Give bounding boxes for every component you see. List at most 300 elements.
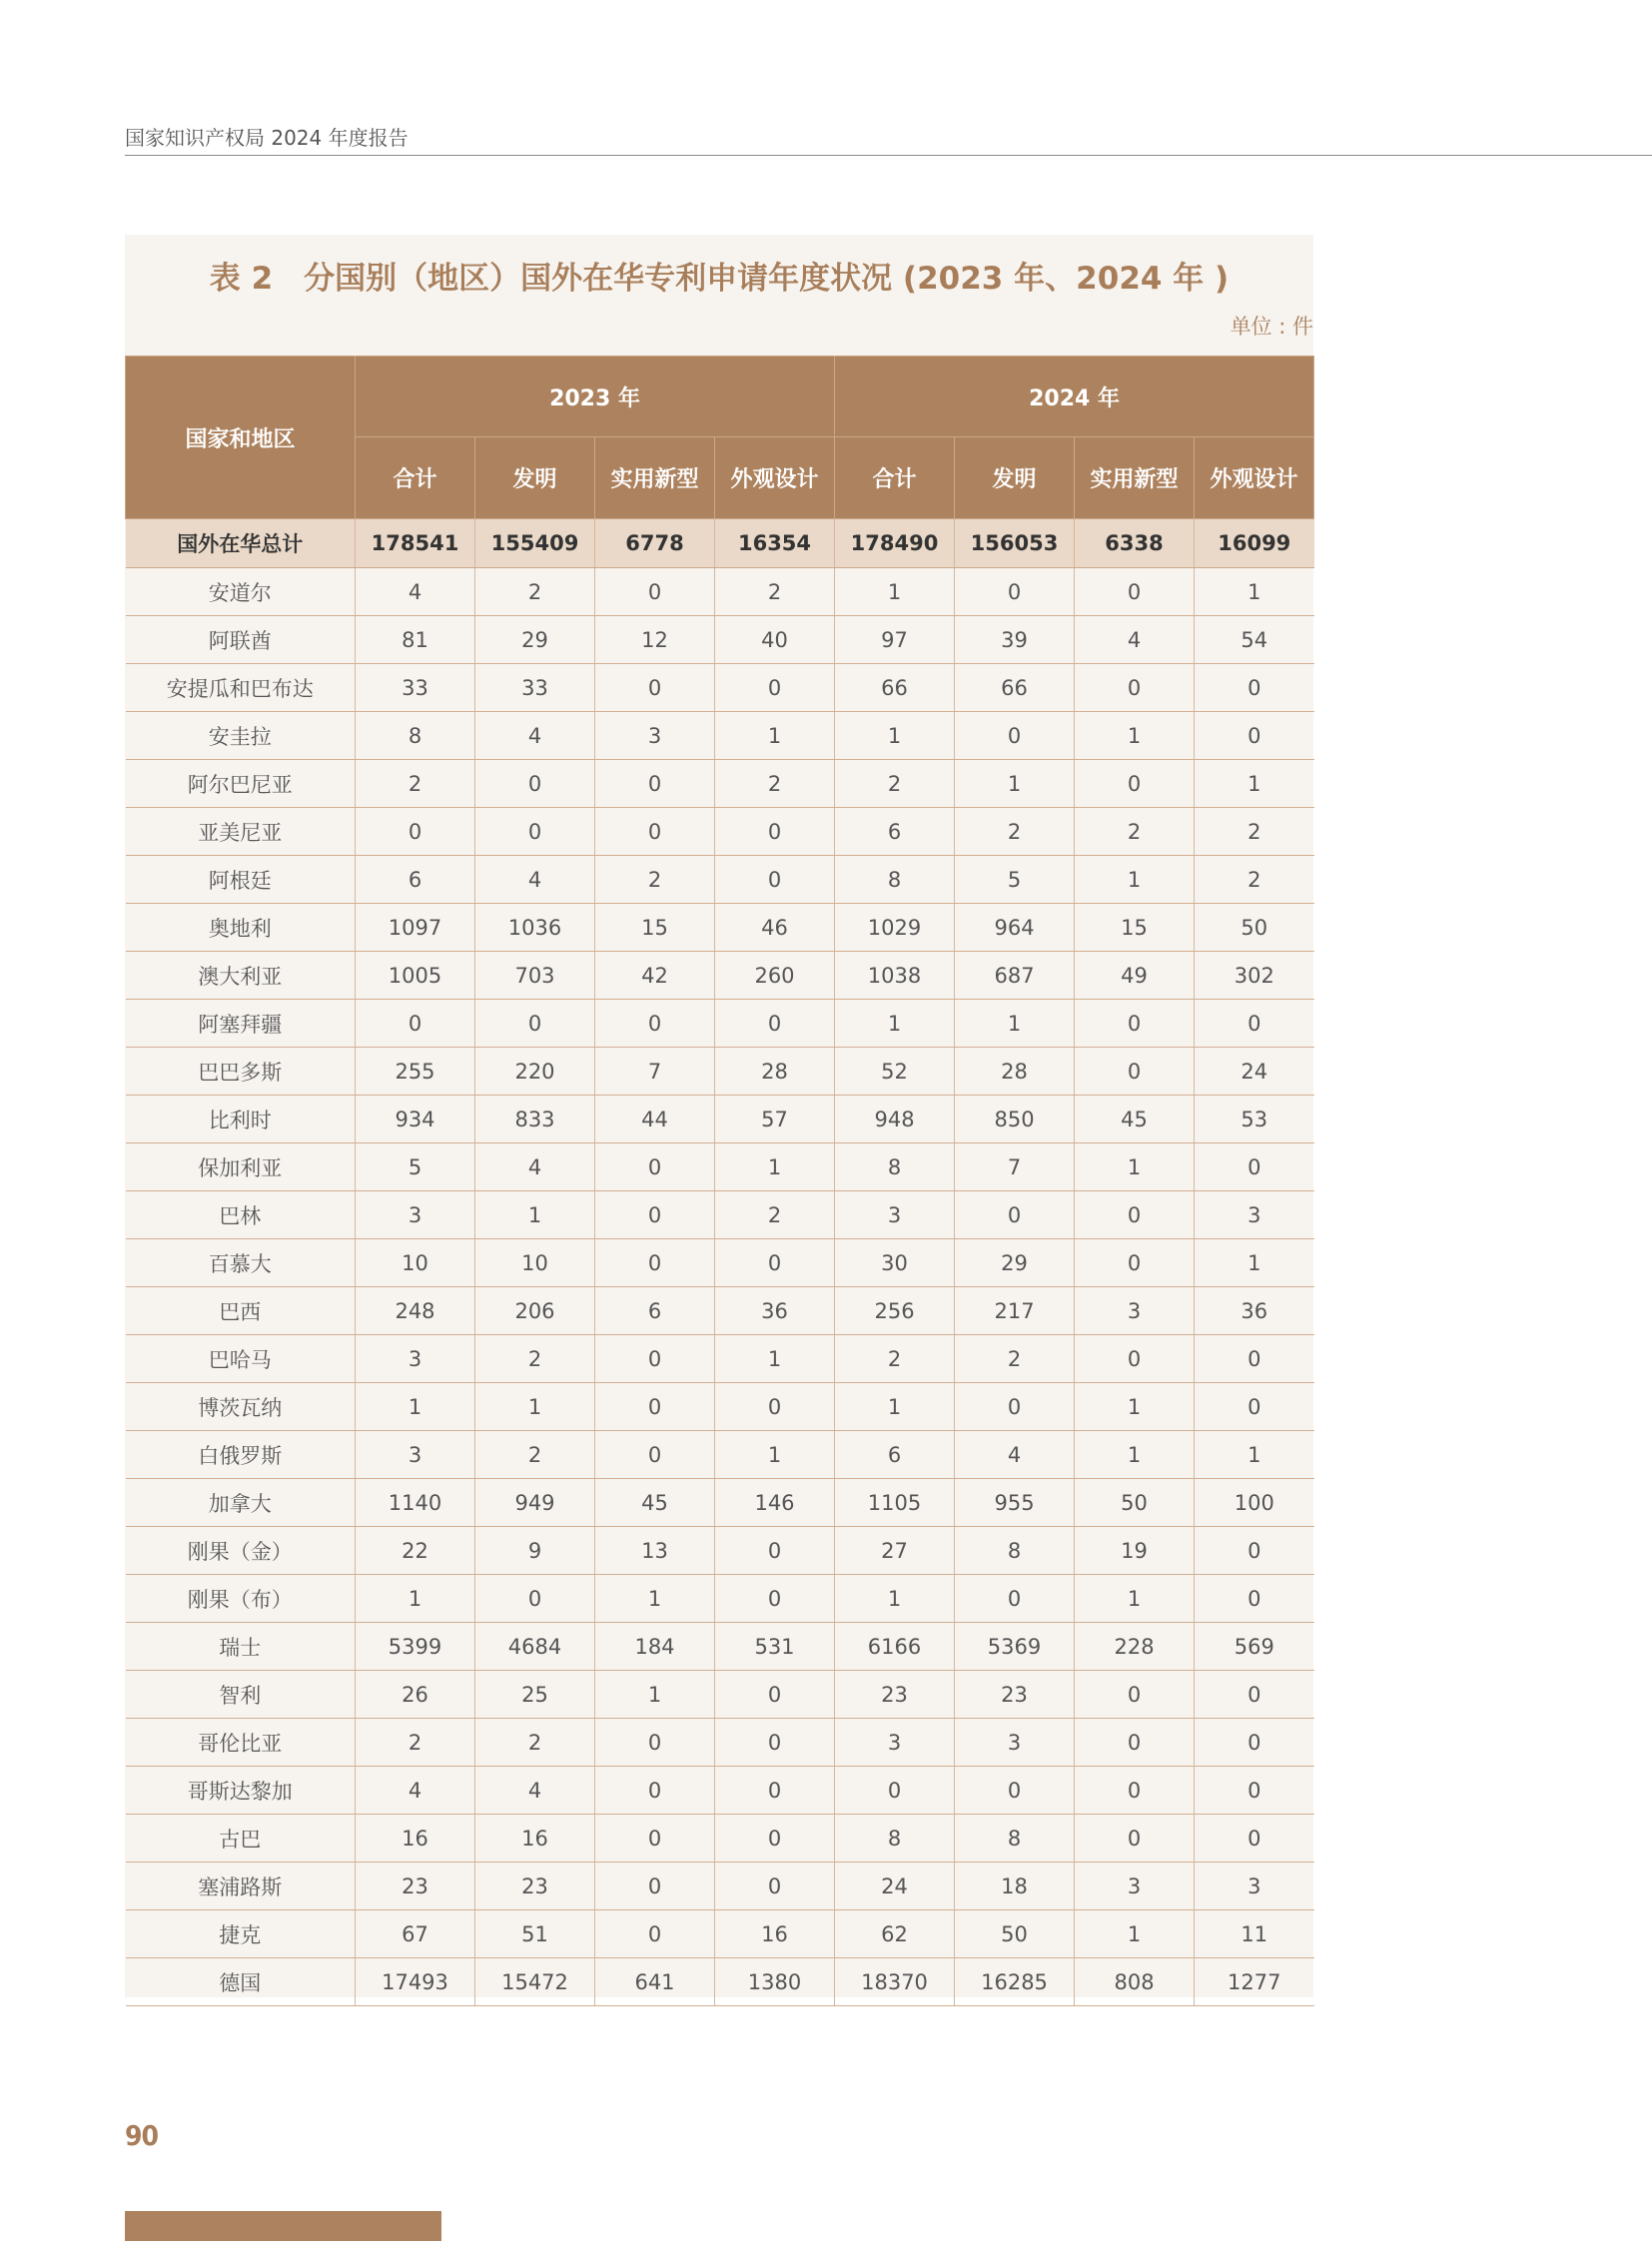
- table-cell: 16099: [1195, 519, 1314, 568]
- table-row: [126, 1287, 1314, 1335]
- table-cell: 2: [1075, 808, 1195, 856]
- table-cell: 0: [356, 808, 475, 856]
- table-cell: 0: [475, 760, 595, 808]
- table-cell: 66: [955, 664, 1075, 712]
- table-cell: 0: [1075, 1191, 1195, 1239]
- table-row: [126, 856, 1314, 904]
- table-cell: 0: [1075, 1239, 1195, 1287]
- table-cell: 1: [1075, 1431, 1195, 1479]
- table-cell: 1: [835, 1383, 955, 1431]
- table-cell: 2: [955, 808, 1075, 856]
- table-cell: 0: [595, 1863, 715, 1910]
- subheader-utility-model: 实用新型: [595, 437, 715, 519]
- table-cell: 4684: [475, 1623, 595, 1671]
- country-name: 亚美尼亚: [126, 808, 356, 856]
- table-cell: 1: [715, 712, 835, 760]
- page-number: 90: [125, 2119, 159, 2152]
- table-cell: 0: [595, 760, 715, 808]
- country-name: 哥伦比亚: [126, 1719, 356, 1767]
- table-row: [126, 664, 1314, 712]
- table-cell: 0: [955, 1191, 1075, 1239]
- table-cell: 5: [955, 856, 1075, 904]
- table-cell: 0: [595, 1000, 715, 1048]
- table-cell: 1: [1195, 1239, 1314, 1287]
- header-year-2023: 2023 年: [356, 357, 835, 437]
- table-cell: 36: [715, 1287, 835, 1335]
- table-cell: 0: [595, 1767, 715, 1815]
- table-cell: 0: [715, 1863, 835, 1910]
- table-cell: 0: [715, 808, 835, 856]
- table-cell: 0: [595, 1335, 715, 1383]
- country-name: 安道尔: [126, 568, 356, 616]
- country-name: 比利时: [126, 1096, 356, 1143]
- table-cell: 0: [1195, 1143, 1314, 1191]
- table-cell: 44: [595, 1096, 715, 1143]
- table-cell: 15: [1075, 904, 1195, 952]
- table-row: [126, 1671, 1314, 1719]
- table-cell: 45: [595, 1479, 715, 1527]
- table-cell: 26: [356, 1671, 475, 1719]
- table-cell: 81: [356, 616, 475, 664]
- table-cell: 19: [1075, 1527, 1195, 1575]
- table-cell: 2: [715, 760, 835, 808]
- table-cell: 0: [715, 1239, 835, 1287]
- table-row: [126, 1767, 1314, 1815]
- patent-applications-table: [125, 356, 1314, 2006]
- table-row: [126, 1048, 1314, 1096]
- table-cell: 0: [715, 1575, 835, 1623]
- table-cell: 0: [1195, 1671, 1314, 1719]
- table-cell: 0: [715, 1719, 835, 1767]
- table-row: [126, 1143, 1314, 1191]
- table-cell: 178490: [835, 519, 955, 568]
- table-cell: 29: [955, 1239, 1075, 1287]
- table-cell: 531: [715, 1623, 835, 1671]
- table-row: [126, 760, 1314, 808]
- subheader-invention: 发明: [475, 437, 595, 519]
- table-cell: 3: [1195, 1191, 1314, 1239]
- table-cell: 42: [595, 952, 715, 1000]
- table-cell: 220: [475, 1048, 595, 1096]
- table-cell: 260: [715, 952, 835, 1000]
- table-cell: 850: [955, 1096, 1075, 1143]
- unit-label: 单位 : 件: [1230, 315, 1313, 339]
- header-year-2024: 2024 年: [835, 357, 1314, 437]
- table-cell: 0: [715, 1671, 835, 1719]
- country-name: 刚果（金）: [126, 1527, 356, 1575]
- table-cell: 0: [715, 1815, 835, 1863]
- table-cell: 100: [1195, 1479, 1314, 1527]
- table-cell: 1: [955, 1000, 1075, 1048]
- country-name: 阿尔巴尼亚: [126, 760, 356, 808]
- table-row: [126, 1910, 1314, 1958]
- table-cell: 5399: [356, 1623, 475, 1671]
- country-name: 捷克: [126, 1910, 356, 1958]
- table-cell: 949: [475, 1479, 595, 1527]
- table-cell: 0: [595, 1143, 715, 1191]
- table-cell: 2: [356, 1719, 475, 1767]
- table-cell: 1: [835, 1000, 955, 1048]
- table-cell: 1140: [356, 1479, 475, 1527]
- table-cell: 8: [356, 712, 475, 760]
- table-cell: 0: [715, 1527, 835, 1575]
- table-cell: 3: [835, 1191, 955, 1239]
- table-cell: 29: [475, 616, 595, 664]
- table-cell: 6: [835, 808, 955, 856]
- table-cell: 23: [475, 1863, 595, 1910]
- table-cell: 36: [1195, 1287, 1314, 1335]
- country-name: 阿塞拜疆: [126, 1000, 356, 1048]
- table-cell: 2: [835, 1335, 955, 1383]
- table-cell: 2: [715, 568, 835, 616]
- table-cell: 1: [595, 1575, 715, 1623]
- table-cell: 1: [1075, 712, 1195, 760]
- table-cell: 3: [835, 1719, 955, 1767]
- subheader-invention: 发明: [955, 437, 1075, 519]
- table-cell: 27: [835, 1527, 955, 1575]
- table-cell: 1: [475, 1191, 595, 1239]
- table-row: [126, 1719, 1314, 1767]
- table-cell: 703: [475, 952, 595, 1000]
- table-cell: 0: [475, 1000, 595, 1048]
- table-cell: 178541: [356, 519, 475, 568]
- table-cell: 6: [595, 1287, 715, 1335]
- table-cell: 184: [595, 1623, 715, 1671]
- country-name: 古巴: [126, 1815, 356, 1863]
- table-row: [126, 712, 1314, 760]
- table-cell: 0: [1195, 1383, 1314, 1431]
- table-cell: 3: [1075, 1287, 1195, 1335]
- table-cell: 16354: [715, 519, 835, 568]
- table-cell: 52: [835, 1048, 955, 1096]
- table-cell: 9: [475, 1527, 595, 1575]
- table-cell: 1: [595, 1671, 715, 1719]
- table-cell: 0: [955, 1767, 1075, 1815]
- table-cell: 569: [1195, 1623, 1314, 1671]
- country-name: 奥地利: [126, 904, 356, 952]
- table-cell: 3: [356, 1335, 475, 1383]
- table-cell: 2: [1195, 808, 1314, 856]
- table-cell: 0: [955, 568, 1075, 616]
- table-cell: 0: [1195, 712, 1314, 760]
- country-name: 加拿大: [126, 1479, 356, 1527]
- table-cell: 11: [1195, 1910, 1314, 1958]
- table-cell: 7: [595, 1048, 715, 1096]
- country-name: 巴西: [126, 1287, 356, 1335]
- table-cell: 39: [955, 616, 1075, 664]
- table-cell: 0: [715, 1000, 835, 1048]
- table-cell: 0: [595, 1910, 715, 1958]
- table-cell: 33: [356, 664, 475, 712]
- country-name: 保加利亚: [126, 1143, 356, 1191]
- table-cell: 2: [475, 568, 595, 616]
- table-cell: 67: [356, 1910, 475, 1958]
- table-cell: 0: [715, 664, 835, 712]
- table-row: [126, 1000, 1314, 1048]
- table-cell: 0: [1075, 1719, 1195, 1767]
- table-cell: 228: [1075, 1623, 1195, 1671]
- table-cell: 255: [356, 1048, 475, 1096]
- table-row: [126, 1335, 1314, 1383]
- table-cell: 1005: [356, 952, 475, 1000]
- country-name: 德国: [126, 1958, 356, 2006]
- table-cell: 4: [1075, 616, 1195, 664]
- table-cell: 248: [356, 1287, 475, 1335]
- table-cell: 1: [1075, 1575, 1195, 1623]
- table-cell: 0: [595, 664, 715, 712]
- table-cell: 2: [1195, 856, 1314, 904]
- table-cell: 2: [475, 1719, 595, 1767]
- table-cell: 0: [1075, 1335, 1195, 1383]
- table-cell: 0: [1075, 760, 1195, 808]
- table-cell: 15: [595, 904, 715, 952]
- table-cell: 1: [835, 1575, 955, 1623]
- table-cell: 0: [1075, 568, 1195, 616]
- table-cell: 0: [595, 808, 715, 856]
- table-cell: 62: [835, 1910, 955, 1958]
- country-name: 瑞士: [126, 1623, 356, 1671]
- table-cell: 955: [955, 1479, 1075, 1527]
- subheader-total: 合计: [356, 437, 475, 519]
- table-cell: 1: [1075, 1383, 1195, 1431]
- table-cell: 49: [1075, 952, 1195, 1000]
- table-cell: 146: [715, 1479, 835, 1527]
- table-cell: 1277: [1195, 1958, 1314, 2006]
- table-cell: 0: [1195, 1000, 1314, 1048]
- table-cell: 18: [955, 1863, 1075, 1910]
- table-cell: 1: [955, 760, 1075, 808]
- table-cell: 0: [835, 1767, 955, 1815]
- table-cell: 22: [356, 1527, 475, 1575]
- table-cell: 3: [356, 1431, 475, 1479]
- table-cell: 10: [475, 1239, 595, 1287]
- table-cell: 46: [715, 904, 835, 952]
- table-row: [126, 1958, 1314, 2006]
- table-cell: 0: [1075, 1815, 1195, 1863]
- table-cell: 2: [595, 856, 715, 904]
- table-cell: 6778: [595, 519, 715, 568]
- table-cell: 1: [1075, 856, 1195, 904]
- table-cell: 0: [595, 568, 715, 616]
- table-row: [126, 1623, 1314, 1671]
- country-name: 智利: [126, 1671, 356, 1719]
- table-cell: 1: [1195, 568, 1314, 616]
- table-row: [126, 1239, 1314, 1287]
- table-cell: 1380: [715, 1958, 835, 2006]
- table-cell: 0: [595, 1815, 715, 1863]
- table-cell: 54: [1195, 616, 1314, 664]
- table-cell: 8: [835, 1815, 955, 1863]
- table-row: [126, 1191, 1314, 1239]
- table-cell: 4: [475, 856, 595, 904]
- table-cell: 4: [955, 1431, 1075, 1479]
- table-cell: 0: [475, 1575, 595, 1623]
- country-name: 安提瓜和巴布达: [126, 664, 356, 712]
- country-name: 白俄罗斯: [126, 1431, 356, 1479]
- table-cell: 28: [715, 1048, 835, 1096]
- table-cell: 24: [835, 1863, 955, 1910]
- table-row: [126, 1383, 1314, 1431]
- country-name: 巴哈马: [126, 1335, 356, 1383]
- table-cell: 0: [1195, 664, 1314, 712]
- table-cell: 16: [356, 1815, 475, 1863]
- table-cell: 687: [955, 952, 1075, 1000]
- table-cell: 1038: [835, 952, 955, 1000]
- table-cell: 0: [715, 856, 835, 904]
- table-cell: 8: [835, 1143, 955, 1191]
- table-cell: 0: [1195, 1767, 1314, 1815]
- table-cell: 3: [955, 1719, 1075, 1767]
- table-cell: 302: [1195, 952, 1314, 1000]
- table-cell: 6338: [1075, 519, 1195, 568]
- table-cell: 13: [595, 1527, 715, 1575]
- table-cell: 8: [955, 1815, 1075, 1863]
- table-cell: 40: [715, 616, 835, 664]
- table-row: [126, 568, 1314, 616]
- table-row: [126, 808, 1314, 856]
- table-cell: 0: [475, 808, 595, 856]
- table-cell: 206: [475, 1287, 595, 1335]
- country-name: 阿根廷: [126, 856, 356, 904]
- table-cell: 50: [955, 1910, 1075, 1958]
- table-cell: 0: [1075, 1048, 1195, 1096]
- header-rule: [125, 155, 1652, 156]
- table-cell: 641: [595, 1958, 715, 2006]
- table-row: [126, 1479, 1314, 1527]
- table-cell: 4: [475, 1767, 595, 1815]
- table-row: [126, 1527, 1314, 1575]
- table-cell: 6: [356, 856, 475, 904]
- table-cell: 23: [835, 1671, 955, 1719]
- table-cell: 0: [1075, 1000, 1195, 1048]
- table-cell: 8: [955, 1527, 1075, 1575]
- table-cell: 0: [715, 1767, 835, 1815]
- table-cell: 0: [955, 1575, 1075, 1623]
- table-cell: 4: [356, 1767, 475, 1815]
- table-cell: 0: [1195, 1575, 1314, 1623]
- table-cell: 217: [955, 1287, 1075, 1335]
- table-cell: 2: [475, 1431, 595, 1479]
- table-cell: 6166: [835, 1623, 955, 1671]
- running-header: 国家知识产权局 2024 年度报告: [125, 126, 409, 150]
- country-name: 巴林: [126, 1191, 356, 1239]
- subheader-design: 外观设计: [715, 437, 835, 519]
- table-cell: 2: [835, 760, 955, 808]
- table-cell: 0: [955, 1383, 1075, 1431]
- table-cell: 0: [1195, 1527, 1314, 1575]
- table-cell: 1097: [356, 904, 475, 952]
- table-cell: 0: [595, 1719, 715, 1767]
- table-cell: 1: [1075, 1143, 1195, 1191]
- table-row: [126, 904, 1314, 952]
- table-cell: 28: [955, 1048, 1075, 1096]
- footer-bar: [125, 2211, 441, 2241]
- table-cell: 1: [356, 1383, 475, 1431]
- table-cell: 16285: [955, 1958, 1075, 2006]
- table-cell: 33: [475, 664, 595, 712]
- table-cell: 1: [1195, 1431, 1314, 1479]
- table-cell: 808: [1075, 1958, 1195, 2006]
- table-cell: 0: [1075, 664, 1195, 712]
- table-cell: 50: [1195, 904, 1314, 952]
- table-cell: 0: [1195, 1335, 1314, 1383]
- table-cell: 1: [475, 1383, 595, 1431]
- table-cell: 0: [595, 1239, 715, 1287]
- total-row: [126, 519, 1314, 568]
- table-cell: 6: [835, 1431, 955, 1479]
- table-row: [126, 1863, 1314, 1910]
- table-cell: 256: [835, 1287, 955, 1335]
- table-cell: 0: [595, 1191, 715, 1239]
- table-row: [126, 616, 1314, 664]
- table-cell: 0: [1195, 1719, 1314, 1767]
- table-row: [126, 1096, 1314, 1143]
- table-cell: 8: [835, 856, 955, 904]
- subheader-design: 外观设计: [1195, 437, 1314, 519]
- country-name: 安圭拉: [126, 712, 356, 760]
- table-cell: 30: [835, 1239, 955, 1287]
- table-cell: 2: [356, 760, 475, 808]
- table-cell: 1: [835, 712, 955, 760]
- table-cell: 10: [356, 1239, 475, 1287]
- table-cell: 1: [715, 1431, 835, 1479]
- table-cell: 1: [715, 1335, 835, 1383]
- table-cell: 0: [595, 1383, 715, 1431]
- subheader-total: 合计: [835, 437, 955, 519]
- table-cell: 4: [475, 1143, 595, 1191]
- table-cell: 3: [1195, 1863, 1314, 1910]
- table-cell: 0: [955, 712, 1075, 760]
- table-cell: 1: [715, 1143, 835, 1191]
- table-cell: 0: [715, 1383, 835, 1431]
- table-cell: 155409: [475, 519, 595, 568]
- table-cell: 16: [475, 1815, 595, 1863]
- table-cell: 97: [835, 616, 955, 664]
- table-cell: 53: [1195, 1096, 1314, 1143]
- table-cell: 1: [835, 568, 955, 616]
- country-name: 阿联酋: [126, 616, 356, 664]
- table-cell: 2: [715, 1191, 835, 1239]
- table-cell: 3: [1075, 1863, 1195, 1910]
- table-row: [126, 1431, 1314, 1479]
- table-cell: 1029: [835, 904, 955, 952]
- table-cell: 1: [1075, 1910, 1195, 1958]
- table-cell: 66: [835, 664, 955, 712]
- table-cell: 16: [715, 1910, 835, 1958]
- table-row: [126, 1815, 1314, 1863]
- table-cell: 15472: [475, 1958, 595, 2006]
- table-cell: 12: [595, 616, 715, 664]
- table-cell: 5369: [955, 1623, 1075, 1671]
- table-cell: 51: [475, 1910, 595, 1958]
- table-cell: 1: [356, 1575, 475, 1623]
- subheader-utility-model: 实用新型: [1075, 437, 1195, 519]
- country-name: 澳大利亚: [126, 952, 356, 1000]
- table-cell: 3: [356, 1191, 475, 1239]
- table-cell: 17493: [356, 1958, 475, 2006]
- table-cell: 1105: [835, 1479, 955, 1527]
- table-cell: 5: [356, 1143, 475, 1191]
- table-title: 表 2 分国别（地区）国外在华专利申请年度状况 (2023 年、2024 年 ): [209, 261, 1230, 297]
- table-cell: 18370: [835, 1958, 955, 2006]
- country-name: 塞浦路斯: [126, 1863, 356, 1910]
- total-label: 国外在华总计: [126, 519, 356, 568]
- table-cell: 0: [1075, 1767, 1195, 1815]
- table-cell: 0: [1075, 1671, 1195, 1719]
- country-name: 哥斯达黎加: [126, 1767, 356, 1815]
- table-cell: 23: [356, 1863, 475, 1910]
- table-cell: 934: [356, 1096, 475, 1143]
